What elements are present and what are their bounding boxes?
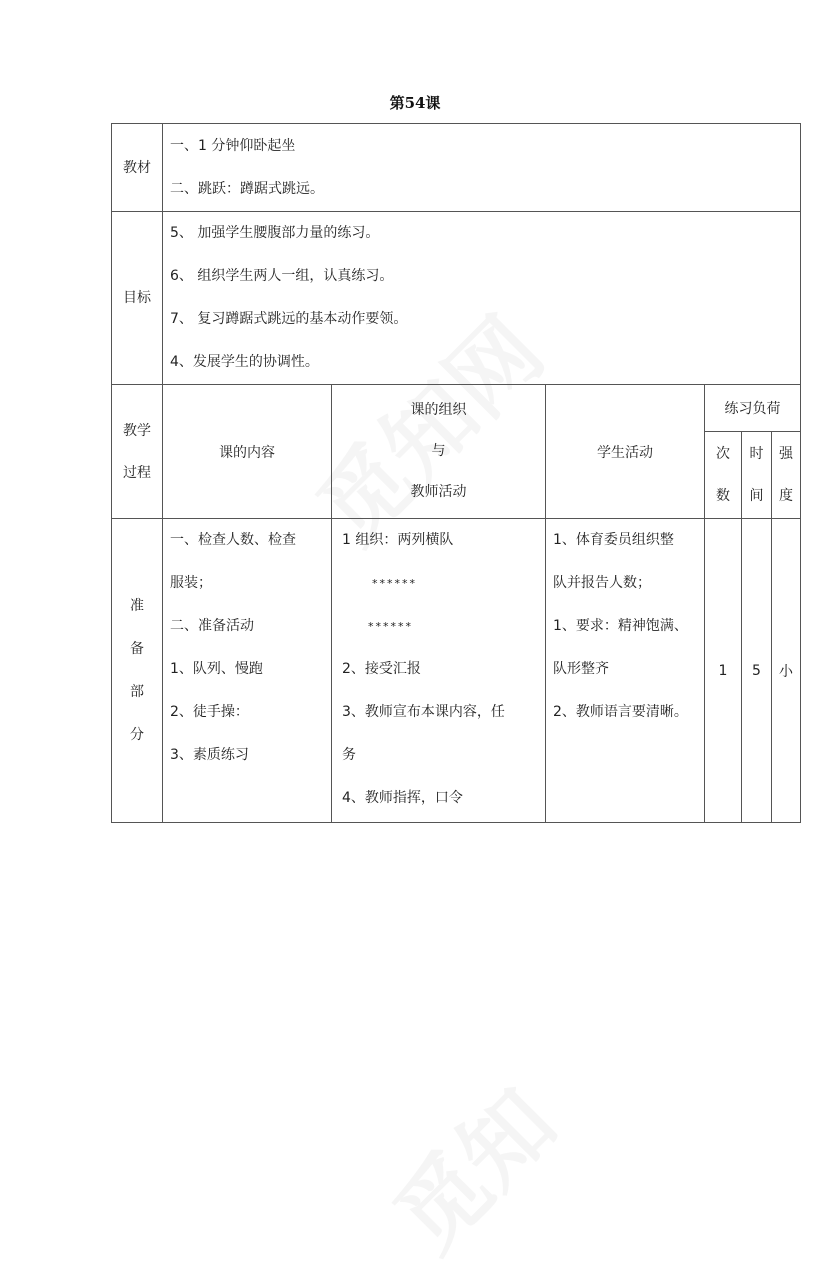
lesson-plan-table (111, 123, 801, 823)
prep-student-activity (546, 519, 705, 823)
prep-label-char: 准 (130, 597, 144, 614)
goal-item: 7、 复习蹲踞式跳远的基本动作要领。 (170, 311, 408, 327)
watermark-bottom (360, 1055, 579, 1274)
prep-label-char: 部 (130, 683, 144, 700)
load-header: 练习负荷 (705, 385, 801, 432)
org-header-line: 课的组织 (410, 402, 467, 418)
student-activity-header: 学生活动 (546, 385, 705, 519)
header-row (112, 385, 801, 432)
prep-label-char: 备 (130, 640, 144, 657)
load-sub-char: 间 (749, 488, 764, 504)
prep-label-char: 分 (130, 726, 144, 743)
goal-item: 4、发展学生的协调性。 (170, 354, 319, 370)
prep-content-line: 服装； (170, 575, 212, 591)
prep-content-line: 一、检查人数、检查 (170, 532, 296, 548)
prep-content (163, 519, 332, 823)
goal-item: 6、 组织学生两人一组，认真练习。 (170, 268, 394, 284)
goals-content (163, 212, 801, 385)
content-header: 课的内容 (163, 385, 332, 519)
goals-label: 目标 (112, 212, 163, 385)
page-title: 第54课 (389, 94, 441, 112)
prep-organization (332, 519, 546, 823)
load-sub-char: 时 (749, 446, 764, 462)
materials-content (163, 124, 801, 212)
process-label (112, 385, 163, 519)
prep-student-line: 1、要求：精神饱满、 (553, 618, 688, 634)
materials-item: 一、1 分钟仰卧起坐 (170, 137, 296, 154)
prep-times: 1 (705, 519, 742, 823)
prep-org-line: 务 (342, 747, 356, 763)
prep-content-line: 1、队列、慢跑 (170, 661, 263, 677)
prep-student-line: 队形整齐 (553, 661, 609, 677)
prep-org-line: 2、接受汇报 (342, 661, 421, 677)
prep-student-line: 1、体育委员组织整 (553, 532, 674, 548)
load-sub-char: 强 (779, 446, 793, 462)
org-header-line: 教师活动 (410, 484, 467, 500)
materials-row (112, 124, 801, 212)
formation-row-1: ****** (372, 577, 417, 590)
process-label-line: 教学 (123, 422, 151, 439)
formation-row-2: ****** (368, 620, 413, 633)
prep-org-line: 4、教师指挥，口令 (342, 790, 463, 806)
goals-row (112, 212, 801, 385)
process-label-line: 过程 (123, 464, 151, 481)
prep-intensity: 小 (772, 519, 801, 823)
prep-label (112, 519, 163, 823)
materials-item: 二、跳跃：蹲踞式跳远。 (170, 180, 324, 197)
prep-org-line: 1 组织：两列横队 (342, 532, 454, 548)
prep-student-line: 2、教师语言要清晰。 (553, 704, 688, 720)
load-duration-header (742, 432, 772, 519)
prep-org-line: 3、教师宣布本课内容，任 (342, 704, 505, 720)
load-times-header (705, 432, 742, 519)
prep-content-line: 2、徒手操： (170, 704, 249, 720)
prep-content-line: 3、素质练习 (170, 747, 249, 763)
org-header-line: 与 (431, 443, 446, 459)
load-sub-char: 数 (716, 488, 730, 504)
prep-student-line: 队并报告人数； (553, 575, 651, 591)
prep-duration: 5 (742, 519, 772, 823)
organization-header (332, 385, 546, 519)
prep-row (112, 519, 801, 823)
load-intensity-header (772, 432, 801, 519)
goal-item: 5、 加强学生腰腹部力量的练习。 (170, 225, 380, 241)
load-sub-char: 次 (716, 446, 730, 462)
materials-label: 教材 (112, 124, 163, 212)
prep-content-line: 二、准备活动 (170, 618, 254, 634)
load-sub-char: 度 (779, 488, 793, 504)
